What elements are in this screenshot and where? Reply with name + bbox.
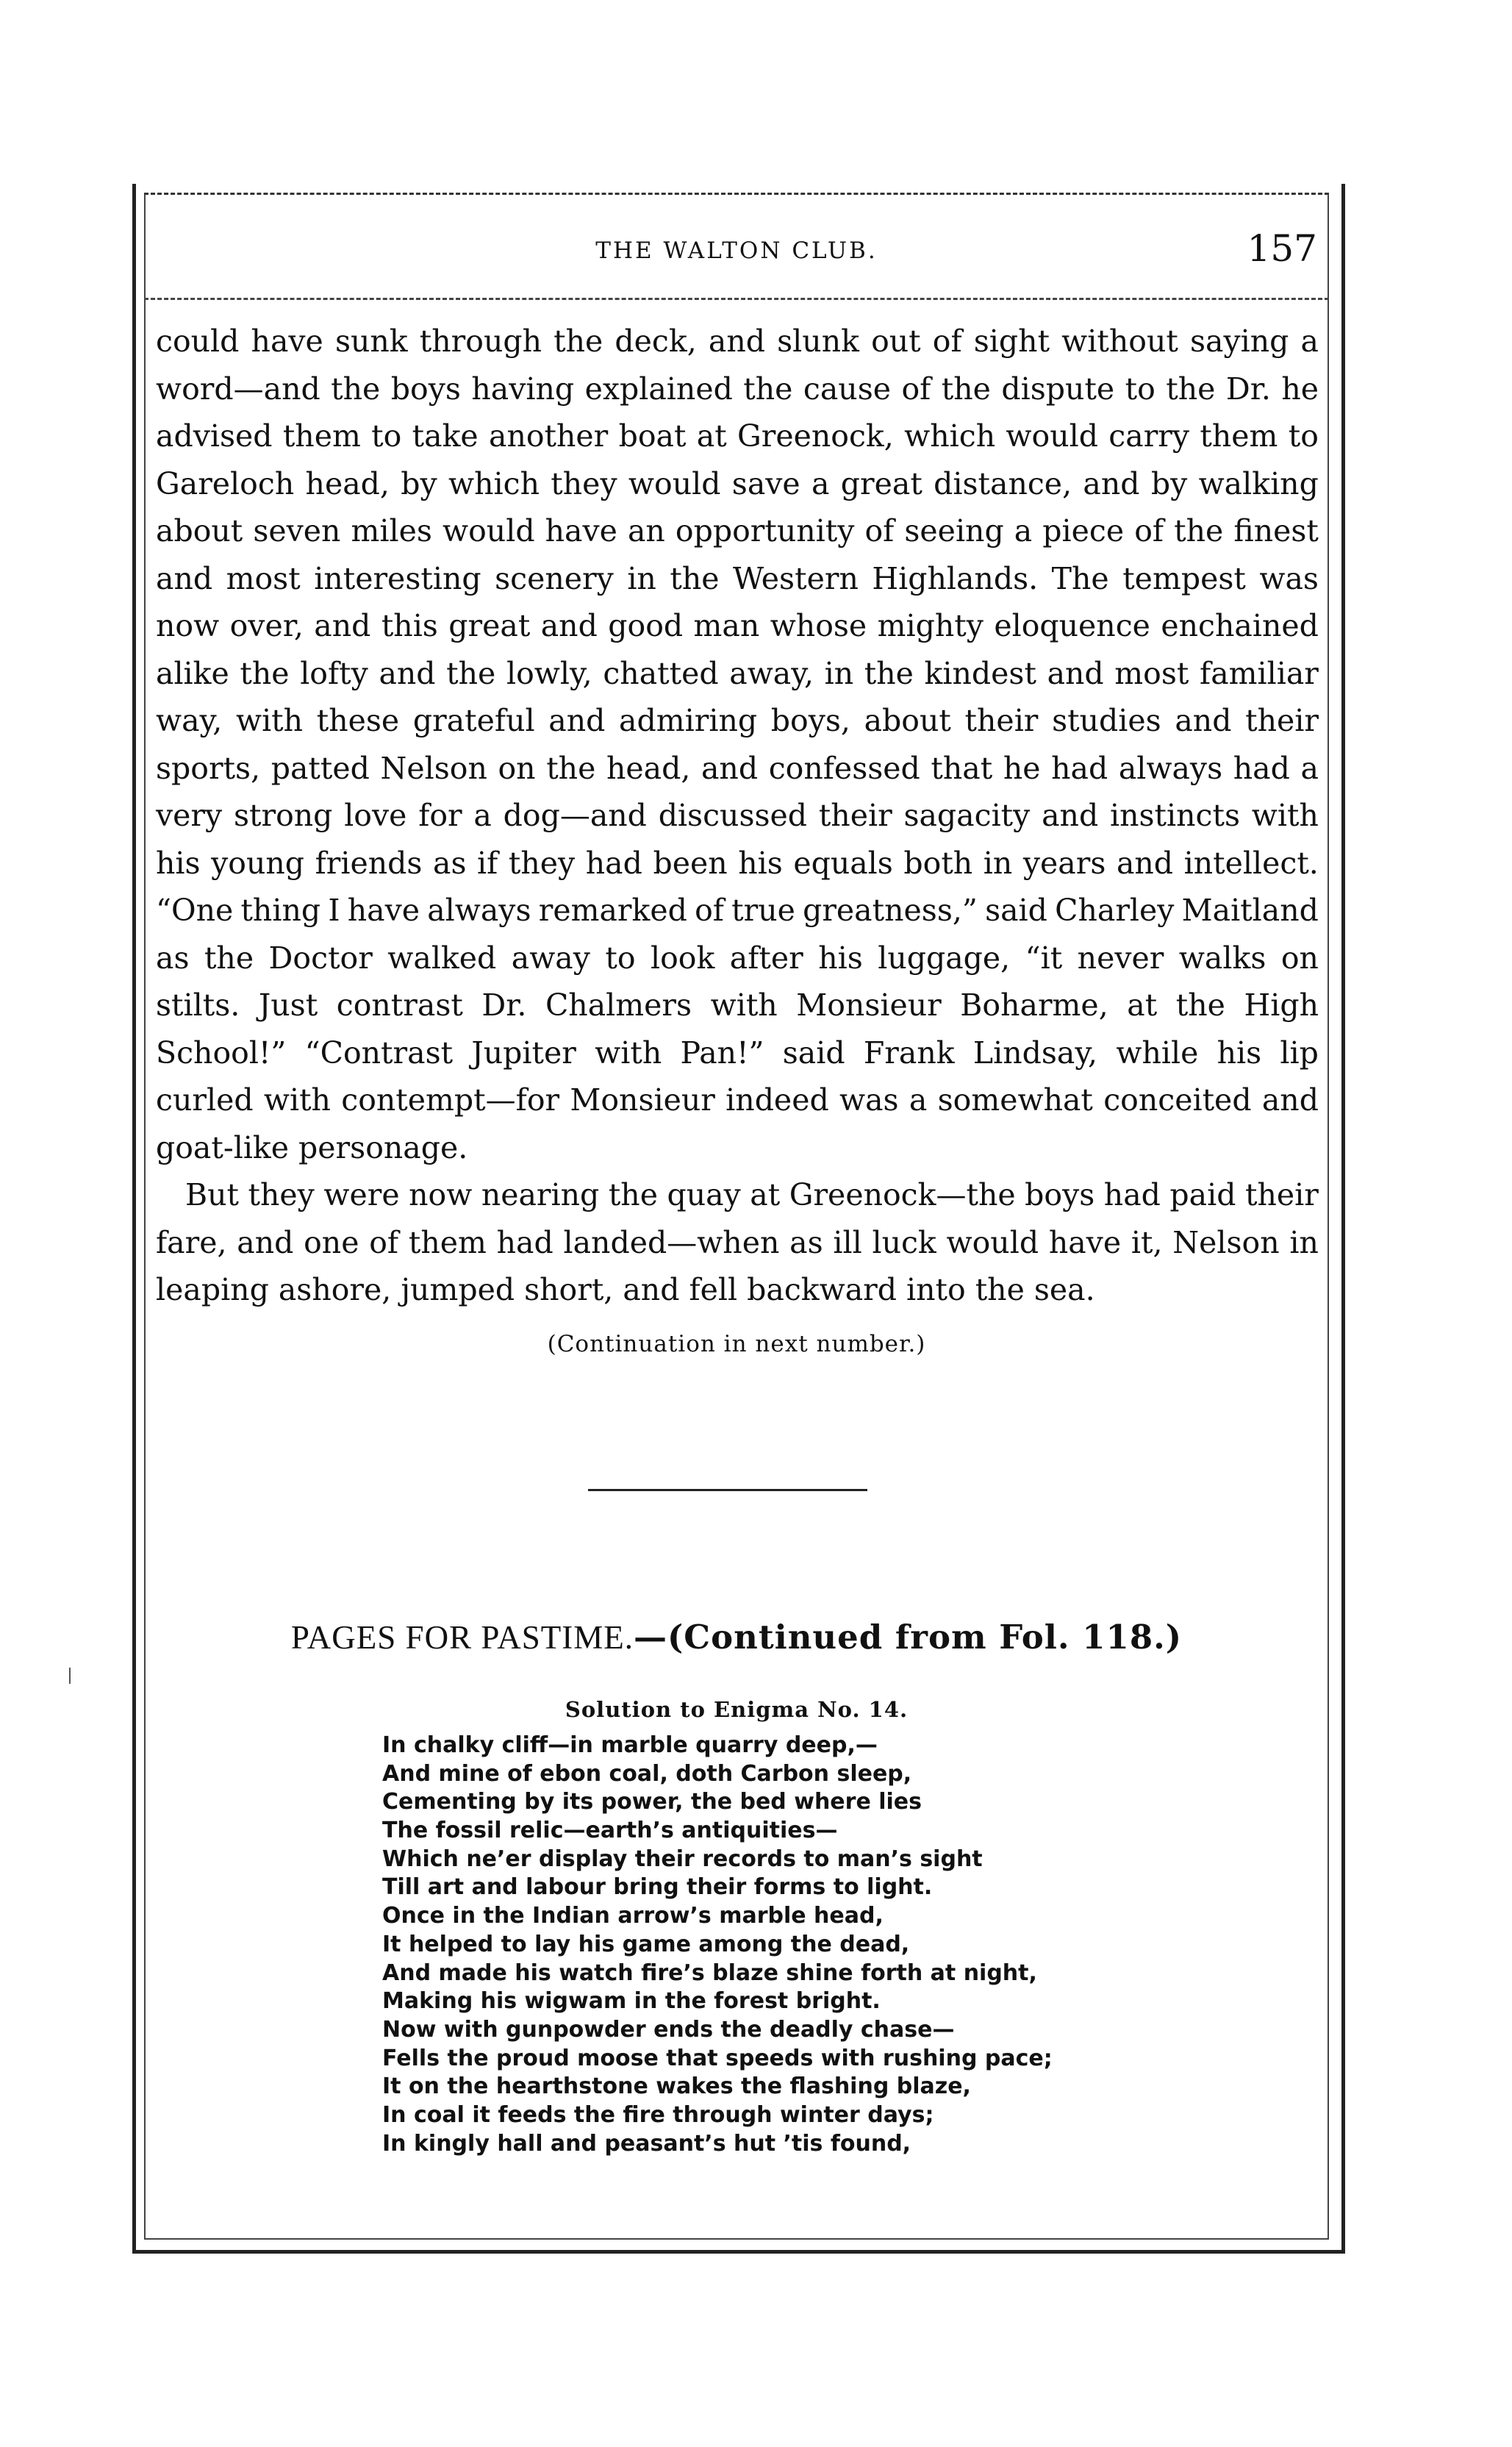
story-line: as the Doctor walked away to look after his luggage, “it never walks on [156,940,1319,976]
story-line: his young friends as if they had been his equals both in years and intellect. [156,845,1319,881]
story-line: very strong love for a dog—and discussed their sagacity and instincts with [156,798,1319,833]
poem-line: Which ne’er display their records to man’s sight [382,1846,983,1872]
poem-line: And made his watch fire’s blaze shine forth at night, [382,1960,1037,1986]
story-line: stilts. Just contrast Dr. Chalmers with Monsieur Boharme, at the High [156,987,1319,1023]
story-line: Gareloch head, by which they would save a great distance, and by walking [156,465,1319,501]
pastime-heading [144,1618,1329,1657]
poem-line: Now with gunpowder ends the deadly chase— [382,2016,955,2043]
story-line: way, with these grateful and admiring boys, about their studies and their [156,703,1319,738]
story-line: could have sunk through the deck, and slunk out of sight without saying a [156,324,1319,359]
story-line: leaping ashore, jumped short, and fell backward into the sea. [156,1272,1095,1307]
story-line: fare, and one of them had landed—when as ill luck would have it, Nelson in [156,1224,1319,1260]
story-line: curled with contempt—for Monsieur indeed was a somewhat conceited and [156,1082,1319,1118]
poem-line: In chalky cliff—in marble quarry deep,— [382,1732,878,1758]
story-line: “One thing I have always remarked of true greatness,” said Charley Maitland [156,893,1319,928]
poem-line: Till art and labour bring their forms to light. [382,1874,933,1901]
story-line: word—and the boys having explained the cause of the dispute to the Dr. he [156,371,1319,407]
story-line: sports, patted Nelson on the head, and confessed that he had always had a [156,750,1319,786]
poem-line: Making his wigwam in the forest bright. [382,1988,881,2015]
poem [382,1732,1053,2158]
poem-line: It helped to lay his game among the dead, [382,1931,910,1957]
story-line: alike the lofty and the lowly, chatted away, in the kindest and most familiar [156,655,1319,691]
page-number: 157 [1247,227,1317,270]
story-line: School!” “Contrast Jupiter with Pan!” said Frank Lindsay, while his lip [156,1035,1319,1071]
header-rule [144,298,1329,300]
poem-line: Cementing by its power, the bed where lies [382,1789,922,1815]
top-rule [144,193,1329,195]
solution-title: Solution to Enigma No. 14. [565,1697,909,1722]
story-line: about seven miles would have an opportunity of seeing a piece of the finest [156,513,1319,549]
story-line: goat-like personage. [156,1129,468,1165]
continuation-note: (Continuation in next number.) [547,1331,926,1357]
story-line: and most interesting scenery in the Western Highlands. The tempest was [156,560,1319,596]
poem-line: Fells the proud moose that speeds with rushing pace; [382,2045,1053,2071]
poem-line: The fossil relic—earth’s antiquities— [382,1818,838,1844]
margin-mark [69,1668,71,1684]
poem-line: Once in the Indian arrow’s marble head, [382,1903,884,1929]
poem-line: It on the hearthstone wakes the flashing blaze, [382,2073,971,2100]
poem-line: In coal it feeds the fire through winter days; [382,2101,934,2128]
pastime-continued-note: —(Continued from Fol. 118.) [633,1618,1183,1657]
pastime-title: PAGES FOR PASTIME. [290,1619,634,1656]
running-head [144,224,1329,283]
running-title: THE WALTON CLUB. [595,237,878,264]
story-line: now over, and this great and good man whose mighty eloquence enchained [156,608,1319,643]
section-divider [588,1489,867,1491]
poem-line: In kingly hall and peasant’s hut ’tis found, [382,2130,911,2157]
poem-line: And mine of ebon coal, doth Carbon sleep, [382,1760,912,1787]
story-text [156,318,1319,1314]
story-line: But they were now nearing the quay at Greenock—the boys had paid their [185,1177,1319,1212]
story-line: advised them to take another boat at Greenock, which would carry them to [156,418,1319,454]
